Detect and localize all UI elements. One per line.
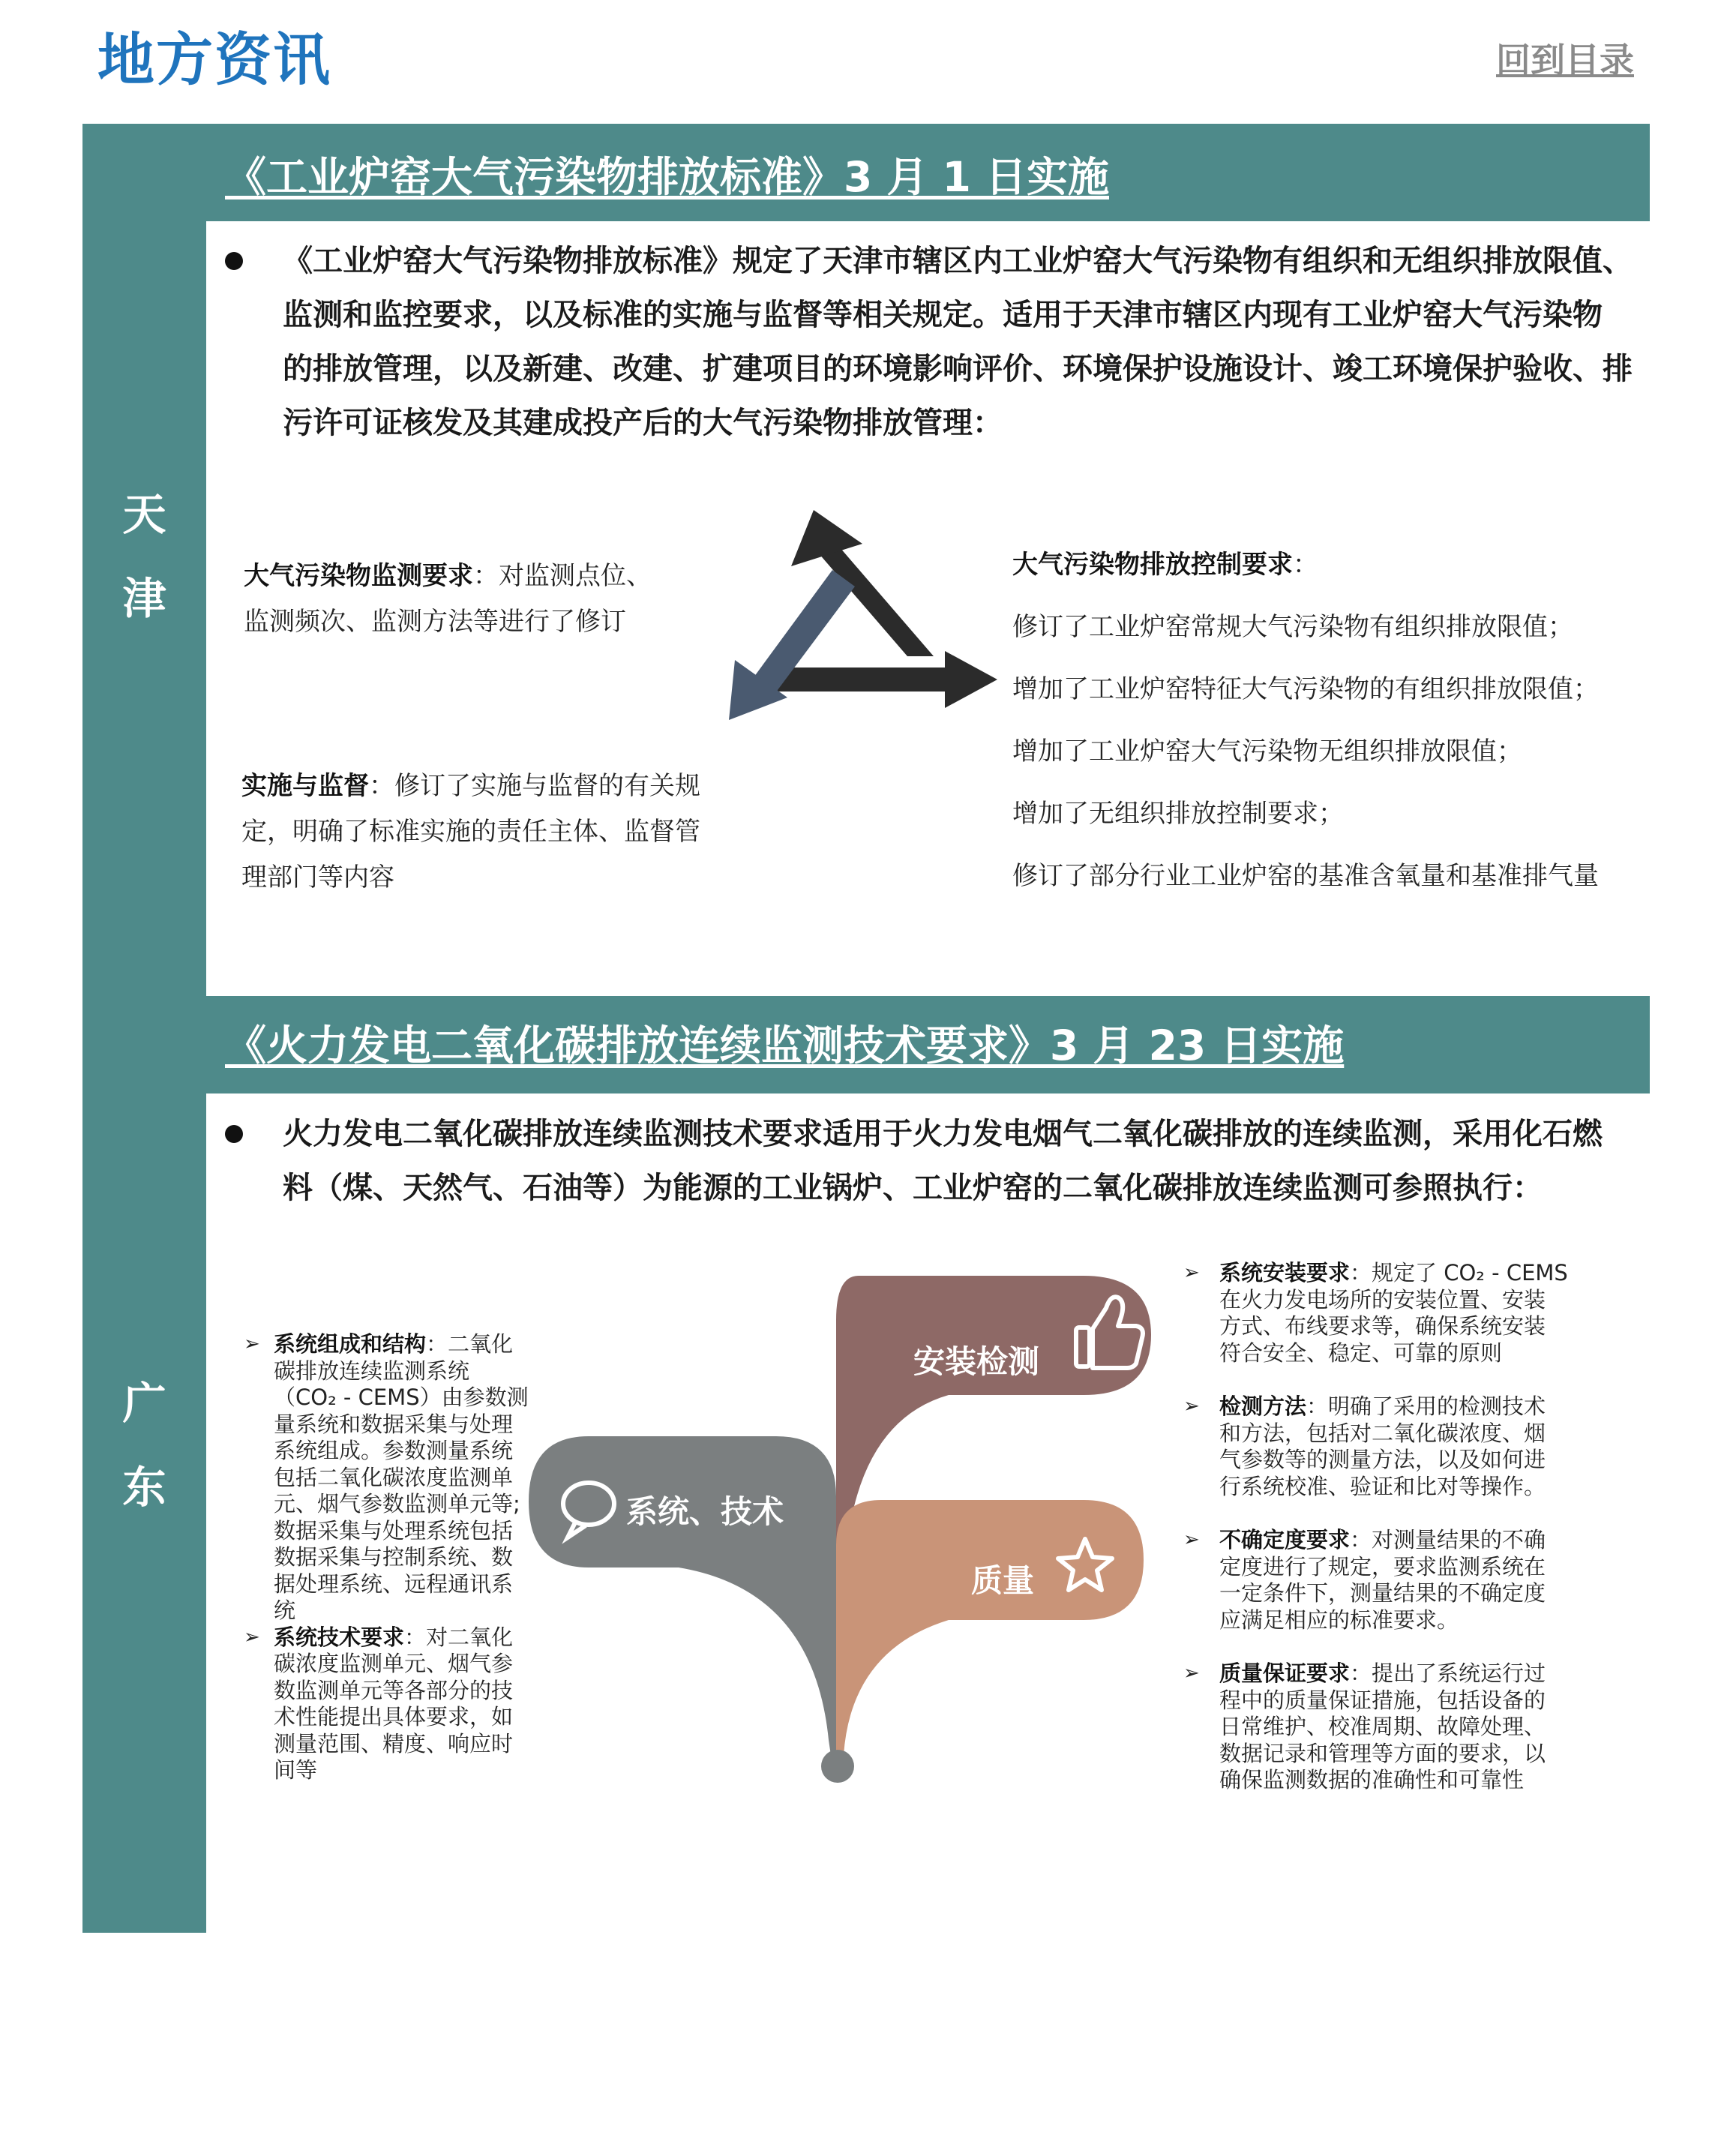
back-to-contents-link[interactable]: 回到目录 [1496, 40, 1634, 80]
item-text: 符合安全、稳定、可靠的原则 [1219, 1340, 1503, 1366]
item-text: 方式、布线要求等，确保系统安装 [1219, 1313, 1546, 1339]
petal-label-install: 安装检测 [913, 1343, 1040, 1380]
chevron-right-icon: ➢ [244, 1333, 260, 1355]
item-text: 一定条件下，测量结果的不确定度 [1219, 1580, 1546, 1606]
item-text: 气参数等的测量方法，以及如何进 [1219, 1447, 1546, 1472]
item-text: ：对二氧化 [404, 1624, 514, 1650]
item-text: 量系统和数据采集与处理 [274, 1411, 514, 1437]
region-label-tianjin-1: 天 [122, 489, 166, 540]
supervision-label: 实施与监督 [241, 771, 369, 801]
page-title: 地方资讯 [97, 26, 331, 93]
list-item [244, 1624, 529, 1784]
region-label-tianjin-2: 津 [122, 573, 166, 624]
supervision-text: 定，明确了标准实施的责任主体、监督管 [241, 817, 700, 847]
chevron-right-icon: ➢ [1183, 1662, 1200, 1684]
chevron-right-icon: ➢ [1183, 1528, 1200, 1551]
list-item [1183, 1394, 1603, 1500]
item-text: ：对测量结果的不确 [1350, 1527, 1546, 1552]
supervision-text: 理部门等内容 [241, 862, 394, 892]
item-label: 质量保证要求 [1219, 1660, 1351, 1686]
item-text: ：二氧化 [426, 1331, 514, 1357]
item-text: ：提出了系统运行过 [1350, 1660, 1546, 1686]
control-item: 增加了无组织排放控制要求； [1012, 799, 1344, 829]
item-text: （CO₂ - CEMS）由参数测 [274, 1384, 529, 1410]
item-text: 数据采集与处理系统包括 [274, 1517, 514, 1544]
item-text: 数据记录和管理等方面的要求，以 [1219, 1740, 1546, 1766]
bullet-dot [225, 1125, 243, 1143]
item-text: 数监测单元等各部分的技 [274, 1677, 514, 1703]
item-text: 确保监测数据的准确性和可靠性 [1219, 1767, 1525, 1792]
item-text: 行系统校准、验证和比对等操作。 [1219, 1473, 1546, 1499]
item-text: 应满足相应的标准要求。 [1219, 1606, 1459, 1633]
petal-label-quality: 质量 [971, 1562, 1035, 1599]
right-requirements-list [1183, 1260, 1603, 1794]
item-label: 系统安装要求 [1219, 1260, 1351, 1286]
section-summary [283, 1107, 1648, 1215]
summary-line: 监测和监控要求，以及标准的实施与监督等相关规定。适用于天津市辖区内现有工业炉窑大气污染物 [283, 298, 1603, 332]
item-text: 定度进行了规定，要求监测系统在 [1219, 1553, 1546, 1580]
monitoring-requirements [244, 554, 694, 645]
summary-line: 料（煤、天然气、石油等）为能源的工业锅炉、工业炉窑的二氧化碳排放连续监测可参照执行： [283, 1171, 1543, 1205]
monitoring-text: 监测频次、监测方法等进行了修订 [244, 607, 626, 637]
item-text: 碳排放连续监测系统 [274, 1358, 470, 1384]
petal-label-system: 系统、技术 [626, 1493, 784, 1530]
summary-line: 的排放管理，以及新建、改建、扩建项目的环境影响评价、环境保护设施设计、竣工环境保护验收、排 [283, 352, 1633, 386]
list-item [1183, 1660, 1603, 1794]
item-text: 间等 [274, 1757, 318, 1783]
supervision-text: ：修订了实施与监督的有关规 [369, 771, 700, 801]
item-text: 和方法，包括对二氧化碳浓度、烟 [1219, 1420, 1546, 1446]
item-text: 据处理系统、远程通讯系 [274, 1570, 514, 1597]
monitoring-label: 大气污染物监测要求 [244, 561, 473, 591]
summary-line: 火力发电二氧化碳排放连续监测技术要求适用于火力发电烟气二氧化碳排放的连续监测，采用化石燃 [283, 1117, 1603, 1151]
list-item [1183, 1260, 1603, 1366]
item-text: ：明确了采用的检测技术 [1306, 1394, 1546, 1419]
item-text: 程中的质量保证措施，包括设备的 [1219, 1687, 1546, 1713]
drop-tip [821, 1750, 854, 1783]
control-item: 增加了工业炉窑特征大气污染物的有组织排放限值； [1012, 674, 1599, 704]
control-item: 修订了工业炉窑常规大气污染物有组织排放限值； [1012, 612, 1573, 642]
item-text: 统 [274, 1598, 296, 1623]
item-text: 测量范围、精度、响应时 [274, 1730, 514, 1756]
item-text: 数据采集与控制系统、数 [274, 1544, 514, 1570]
emission-control-requirements [1012, 534, 1650, 908]
monitoring-text: ：对监测点位、 [473, 561, 652, 591]
section-headline[interactable]: 《工业炉窑大气污染物排放标准》3 月 1 日实施 [225, 153, 1109, 201]
region-label-guangdong-1: 广 [122, 1378, 166, 1429]
item-text: 日常维护、校准周期、故障处理、 [1219, 1714, 1546, 1739]
item-text: 碳浓度监测单元、烟气参 [274, 1651, 514, 1676]
control-item: 修订了部分行业工业炉窑的基准含氧量和基准排气量 [1012, 861, 1599, 891]
item-text: 术性能提出具体要求，如 [274, 1704, 514, 1730]
item-text: 在火力发电场所的安装位置、安装 [1219, 1286, 1546, 1312]
item-label: 检测方法 [1219, 1394, 1307, 1419]
petal-diagram [529, 1275, 1174, 1800]
control-label-suffix: ： [1293, 550, 1318, 580]
supervision-requirements [241, 764, 721, 901]
list-item [244, 1331, 529, 1624]
summary-line: 污许可证核发及其建成投产后的大气污染物排放管理： [283, 406, 1003, 440]
item-text: 包括二氧化碳浓度监测单 [274, 1464, 514, 1490]
summary-line: 《工业炉窑大气污染物排放标准》规定了天津市辖区内工业炉窑大气污染物有组织和无组织排放限值、 [283, 244, 1633, 278]
item-label: 系统技术要求 [274, 1624, 405, 1650]
cycle-arrows-graphic [720, 495, 1012, 735]
section-summary [283, 234, 1648, 450]
item-label: 系统组成和结构 [274, 1331, 427, 1357]
left-requirements-list [244, 1331, 529, 1784]
control-item: 增加了工业炉窑大气污染物无组织排放限值； [1012, 736, 1522, 766]
item-label: 不确定度要求 [1219, 1527, 1351, 1552]
chevron-right-icon: ➢ [1183, 1262, 1200, 1284]
item-text: 系统组成。参数测量系统 [274, 1438, 514, 1463]
chevron-right-icon: ➢ [1183, 1395, 1200, 1418]
list-item [1183, 1527, 1603, 1634]
item-text: 元、烟气参数监测单元等; [274, 1491, 520, 1516]
item-text: ：规定了 CO₂ - CEMS [1350, 1260, 1568, 1286]
chevron-right-icon: ➢ [244, 1625, 260, 1648]
region-sidebar [82, 124, 206, 1933]
bullet-dot [225, 252, 243, 270]
control-label: 大气污染物排放控制要求 [1012, 550, 1293, 580]
region-label-guangdong-2: 东 [122, 1462, 166, 1513]
section-headline[interactable]: 《火力发电二氧化碳排放连续监测技术要求》3 月 23 日实施 [225, 1022, 1345, 1070]
quality-petal [836, 1500, 1144, 1755]
